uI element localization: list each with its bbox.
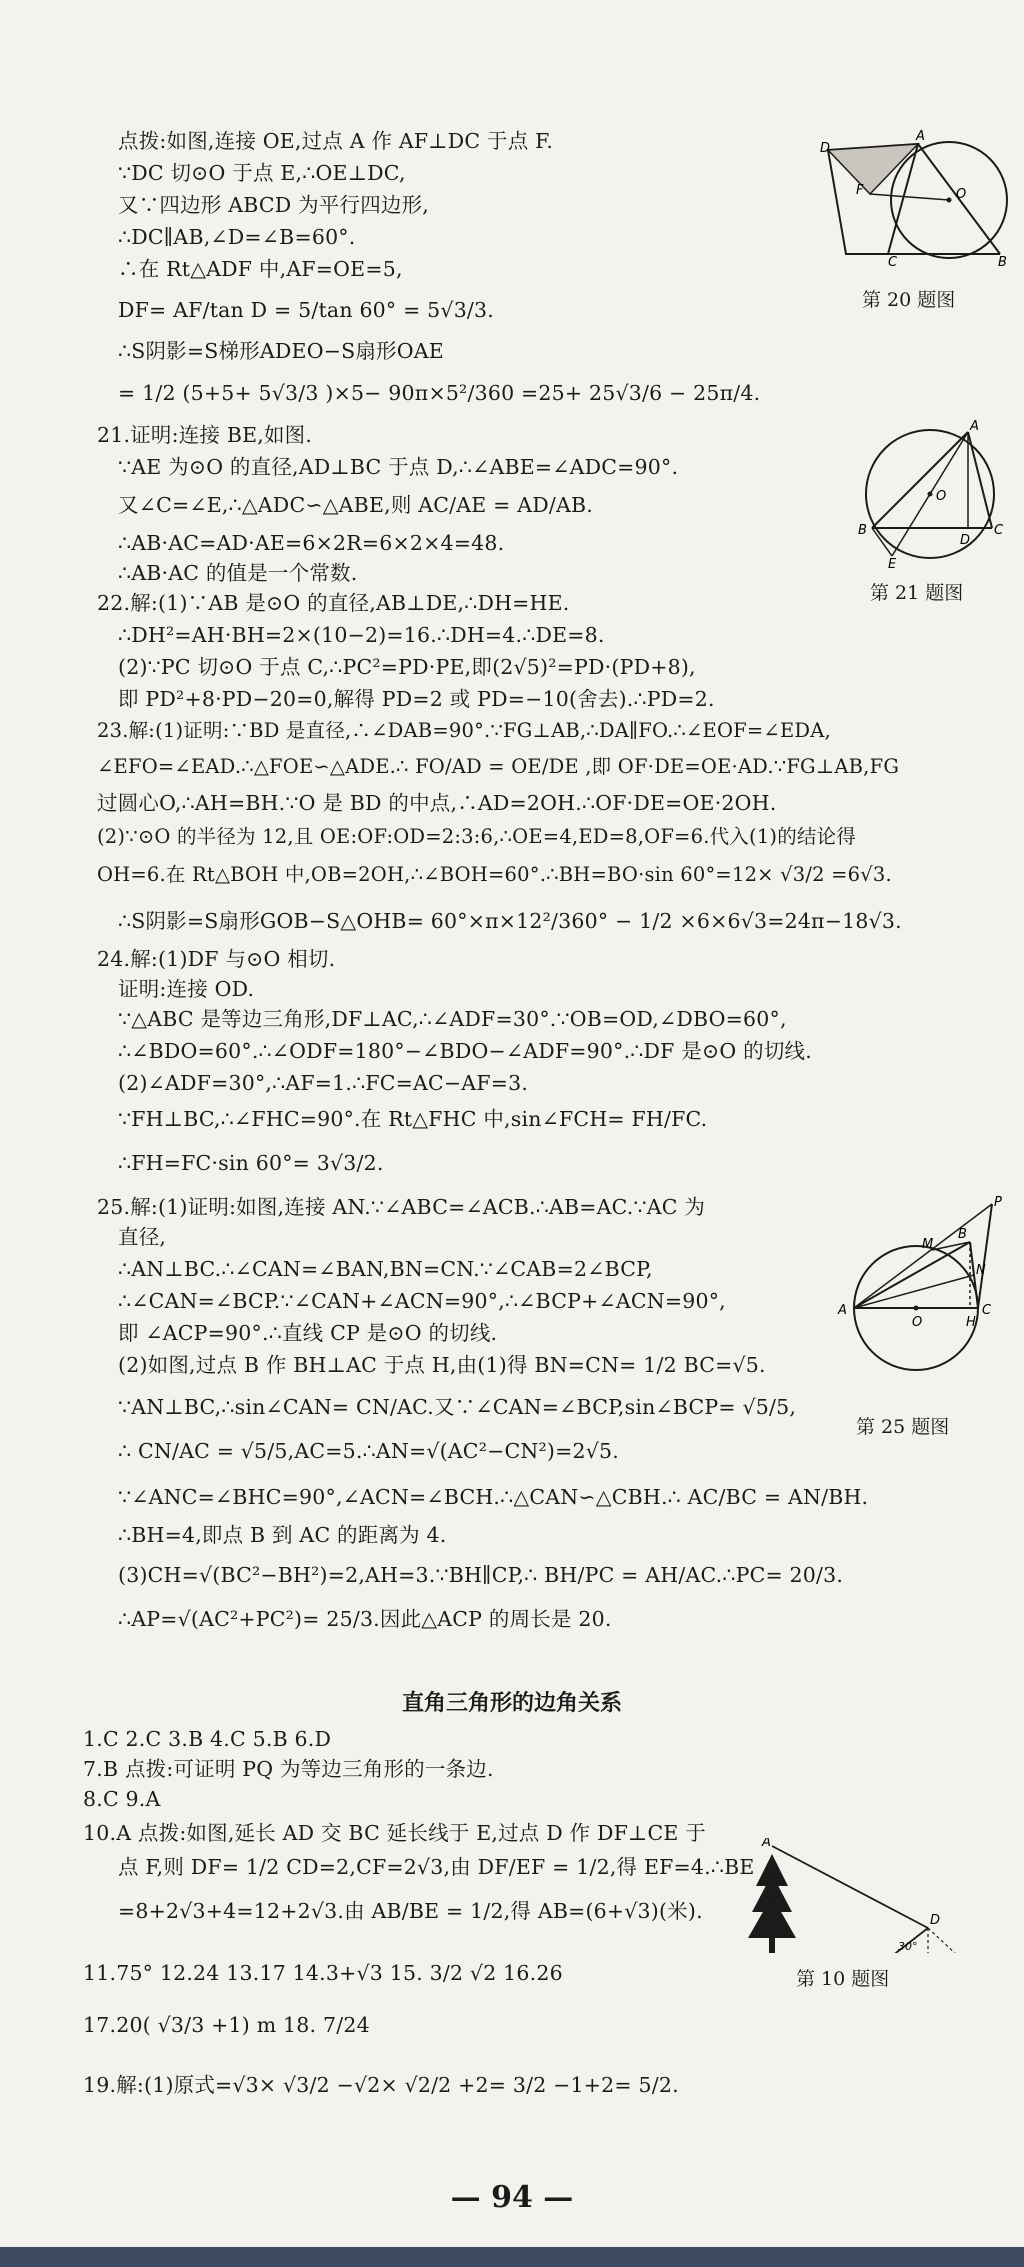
text-line: ∴∠BDO=60°.∴∠ODF=180°−∠BDO−∠ADF=90°.∴DF 是⊙O 的切线. [118,1039,812,1063]
svg-text:B: B [958,1227,967,1242]
svg-text:A: A [762,1838,771,1850]
text-line: ∴AN⊥BC.∴∠CAN=∠BAN,BN=CN.∵∠CAB=2∠BCP, [118,1257,653,1281]
svg-text:O: O [912,1315,923,1330]
svg-text:A: A [838,1303,847,1318]
text-line: ∴S阴影=S扇形GOB−S△OHB= 60°×π×12²/360° − 1/2 ×6×6√3=24π−18√3. [118,909,902,933]
text-line: (2)∵⊙O 的半径为 12,且 OE:OF:OD=2:3:6,∴OE=4,ED=8,OF=6.代入(1)的结论得 [97,825,857,848]
text-line: (2)如图,过点 B 作 BH⊥AC 于点 H,由(1)得 BN=CN= 1/2 BC=√5. [118,1353,766,1377]
text-line: 又∵四边形 ABCD 为平行四边形, [118,193,430,217]
svg-text:C: C [994,523,1004,538]
text-line: 24.解:(1)DF 与⊙O 相切. [97,947,336,971]
text-line: ∵DC 切⊙O 于点 E,∴OE⊥DC, [118,161,406,185]
text-line: ∴AP=√(AC²+PC²)= 25/3.因此△ACP 的周长是 20. [118,1607,612,1631]
text-line: ∠EFO=∠EAD.∴△FOE∽△ADE.∴ FO/AD = OE/DE ,即 OF·DE=OE·AD.∵FG⊥AB,FG [97,755,900,778]
text-line: ∵AN⊥BC,∴sin∠CAN= CN/AC.又∵∠CAN=∠BCP,sin∠BCP= √5/5, [118,1395,797,1419]
svg-text:D: D [930,1913,941,1928]
text-line: 8.C 9.A [83,1787,161,1811]
text-line: ∴DH²=AH·BH=2×(10−2)=16.∴DH=4.∴DE=8. [118,623,605,647]
text-line: ∵∠ANC=∠BHC=90°,∠ACN=∠BCH.∴△CAN∽△CBH.∴ AC/BC = AN/BH. [118,1485,869,1509]
svg-text:A: A [916,129,925,144]
svg-text:B: B [998,255,1007,268]
text-line: ∵AE 为⊙O 的直径,AD⊥BC 于点 D,∴∠ABE=∠ADC=90°. [118,455,679,479]
text-line: ∴在 Rt△ADF 中,AF=OE=5, [118,257,403,281]
figure-25 [826,1192,1016,1377]
svg-text:P: P [994,1195,1002,1210]
text-line: 10.A 点拨:如图,延长 AD 交 BC 延长线于 E,过点 D 作 DF⊥CE 于 [83,1821,706,1845]
figure-20-caption: 第 20 题图 [862,289,956,311]
text-line: 点拨:如图,连接 OE,过点 A 作 AF⊥DC 于点 F. [118,129,554,153]
svg-text:C: C [982,1303,992,1318]
svg-text:F: F [856,183,864,198]
svg-text:D: D [820,141,831,156]
text-line: DF= AF/tan D = 5/tan 60° = 5√3/3. [118,298,495,322]
svg-text:H: H [966,1315,976,1330]
text-line: ∴DC∥AB,∠D=∠B=60°. [118,225,356,249]
text-line: 即 PD²+8·PD−20=0,解得 PD=2 或 PD=−10(舍去).∴PD=2. [118,687,715,711]
text-line: (2)∠ADF=30°,∴AF=1.∴FC=AC−AF=3. [118,1071,529,1095]
text-line: =8+2√3+4=12+2√3.由 AB/BE = 1/2,得 AB=(6+√3)(米). [118,1899,703,1923]
text-line: OH=6.在 Rt△BOH 中,OB=2OH,∴∠BOH=60°.∴BH=BO·sin 60°=12× √3/2 =6√3. [97,863,892,886]
svg-text:O: O [956,187,967,202]
text-line: ∴AB·AC=AD·AE=6×2R=6×2×4=48. [118,531,505,555]
svg-text:O: O [936,489,947,504]
figure-20 [812,128,1012,268]
figure-10 [732,1838,962,1953]
figure-10-caption: 第 10 题图 [796,1968,890,1990]
svg-text:D: D [960,533,971,548]
text-line: 19.解:(1)原式=√3× √3/2 −√2× √2/2 +2= 3/2 −1+2= 5/2. [83,2073,679,2097]
figure-21-caption: 第 21 题图 [870,582,964,604]
text-line: 又∠C=∠E,∴△ADC∽△ABE,则 AC/AE = AD/AB. [118,493,593,517]
text-line: 证明:连接 OD. [118,977,255,1001]
text-line: = 1/2 (5+5+ 5√3/3 )×5− 90π×5²/360 =25+ 25√3/6 − 25π/4. [118,381,761,405]
section-title: 直角三角形的边角关系 [401,1690,622,1716]
text-line: ∴ CN/AC = √5/5,AC=5.∴AN=√(AC²−CN²)=2√5. [118,1439,619,1463]
text-line: 22.解:(1)∵AB 是⊙O 的直径,AB⊥DE,∴DH=HE. [97,591,570,615]
text-line: 11.75° 12.24 13.17 14.3+√3 15. 3/2 √2 16.26 [83,1961,563,1985]
text-line: 17.20( √3/3 +1) m 18. 7/24 [83,2013,370,2037]
svg-text:A: A [970,419,979,434]
figure-25-caption: 第 25 题图 [856,1416,950,1438]
text-line: ∴AB·AC 的值是一个常数. [118,561,358,585]
text-line: ∴∠CAN=∠BCP.∵∠CAN+∠ACN=90°,∴∠BCP+∠ACN=90°, [118,1289,726,1313]
text-line: ∵△ABC 是等边三角形,DF⊥AC,∴∠ADF=30°.∵OB=OD,∠DBO=60°, [118,1007,787,1031]
svg-text:N: N [976,1263,986,1278]
text-line: ∴S阴影=S梯形ADEO−S扇形OAE [118,339,444,363]
text-line: 7.B 点拨:可证明 PQ 为等边三角形的一条边. [83,1757,494,1781]
text-line: 过圆心O,∴AH=BH.∵O 是 BD 的中点,∴AD=2OH.∴OF·DE=OE·2OH. [97,791,777,815]
bottom-edge [0,2247,1024,2267]
svg-text:30°: 30° [898,1940,918,1953]
figure-21 [848,418,1018,568]
svg-text:E: E [888,557,897,568]
page-number: — 94 — [450,2180,574,2215]
text-line: ∴FH=FC·sin 60°= 3√3/2. [118,1151,384,1175]
svg-text:B: B [858,523,867,538]
text-line: 即 ∠ACP=90°.∴直线 CP 是⊙O 的切线. [118,1321,498,1345]
svg-text:M: M [922,1237,934,1252]
text-line: 21.证明:连接 BE,如图. [97,423,313,447]
text-line: 23.解:(1)证明:∵BD 是直径,∴∠DAB=90°.∵FG⊥AB,∴DA∥FO.∴∠EOF=∠EDA, [97,719,831,742]
text-line: ∵FH⊥BC,∴∠FHC=90°.在 Rt△FHC 中,sin∠FCH= FH/FC. [118,1107,708,1131]
text-line: ∴BH=4,即点 B 到 AC 的距离为 4. [118,1523,447,1547]
text-line: 25.解:(1)证明:如图,连接 AN.∵∠ABC=∠ACB.∴AB=AC.∵AC 为 [97,1195,706,1219]
text-line: (2)∵PC 切⊙O 于点 C,∴PC²=PD·PE,即(2√5)²=PD·(PD+8), [118,655,696,679]
svg-text:C: C [888,255,898,268]
text-line: 点 F,则 DF= 1/2 CD=2,CF=2√3,由 DF/EF = 1/2,得 EF=4.∴BE [118,1855,755,1879]
text-line: (3)CH=√(BC²−BH²)=2,AH=3.∵BH∥CP,∴ BH/PC = AH/AC.∴PC= 20/3. [118,1563,844,1587]
text-line: 1.C 2.C 3.B 4.C 5.B 6.D [83,1727,332,1751]
text-line: 直径, [118,1225,167,1249]
